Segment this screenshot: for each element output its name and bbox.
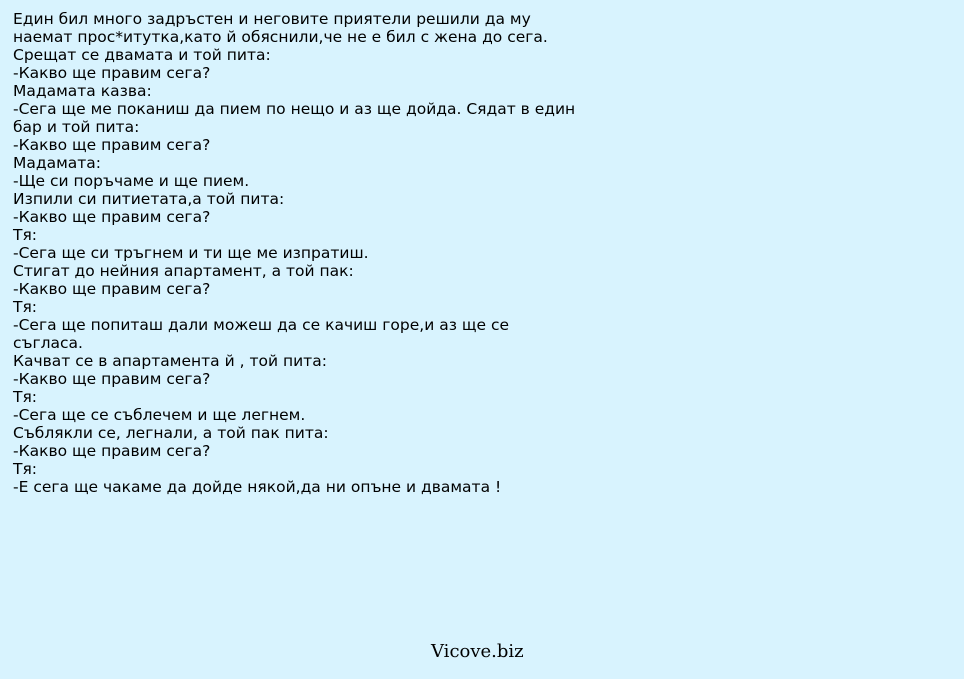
joke-line: съгласа. bbox=[13, 334, 83, 352]
joke-line: -Какво ще правим сега? bbox=[13, 136, 211, 154]
joke-line: -Какво ще правим сега? bbox=[13, 208, 211, 226]
joke-line: Мадамата казва: bbox=[13, 82, 152, 100]
joke-line: -Сега ще си тръгнем и ти ще ме изпратиш. bbox=[13, 244, 369, 262]
joke-line: Стигат до нейния апартамент, а той пак: bbox=[13, 262, 354, 280]
joke-line: -Какво ще правим сега? bbox=[13, 64, 211, 82]
joke-line: наемат прос*итутка,като й обяснили,че не е бил с жена до сега. bbox=[13, 28, 548, 46]
joke-line: Един бил много задръстен и неговите приятели решили да му bbox=[13, 10, 531, 28]
joke-line: Тя: bbox=[13, 226, 38, 244]
joke-line: Мадамата: bbox=[13, 154, 102, 172]
joke-line: бар и той пита: bbox=[13, 118, 140, 136]
joke-line: Качват се в апартамента й , той пита: bbox=[13, 352, 327, 370]
site-watermark: Vicove.biz bbox=[431, 641, 524, 662]
joke-line: Съблякли се, легнали, а той пак пита: bbox=[13, 424, 329, 442]
joke-line: -Какво ще правим сега? bbox=[13, 442, 211, 460]
joke-line: Срещат се двамата и той пита: bbox=[13, 46, 271, 64]
joke-line: Тя: bbox=[13, 298, 38, 316]
joke-line: -Сега ще се съблечем и ще легнем. bbox=[13, 406, 306, 424]
joke-line: -Какво ще правим сега? bbox=[13, 370, 211, 388]
joke-line: -Сега ще попиташ дали можеш да се качиш горе,и аз ще се bbox=[13, 316, 509, 334]
joke-line: -Ще си поръчаме и ще пием. bbox=[13, 172, 250, 190]
joke-line: -Сега ще ме поканиш да пием по нещо и аз ще дойда. Сядат в един bbox=[13, 100, 576, 118]
joke-line: -Е сега ще чакаме да дойде някой,да ни опъне и двамата ! bbox=[13, 478, 502, 496]
joke-line: Тя: bbox=[13, 460, 38, 478]
joke-line: Изпили си питиетата,а той пита: bbox=[13, 190, 285, 208]
joke-text bbox=[13, 10, 593, 496]
joke-line: Тя: bbox=[13, 388, 38, 406]
joke-line: -Какво ще правим сега? bbox=[13, 280, 211, 298]
